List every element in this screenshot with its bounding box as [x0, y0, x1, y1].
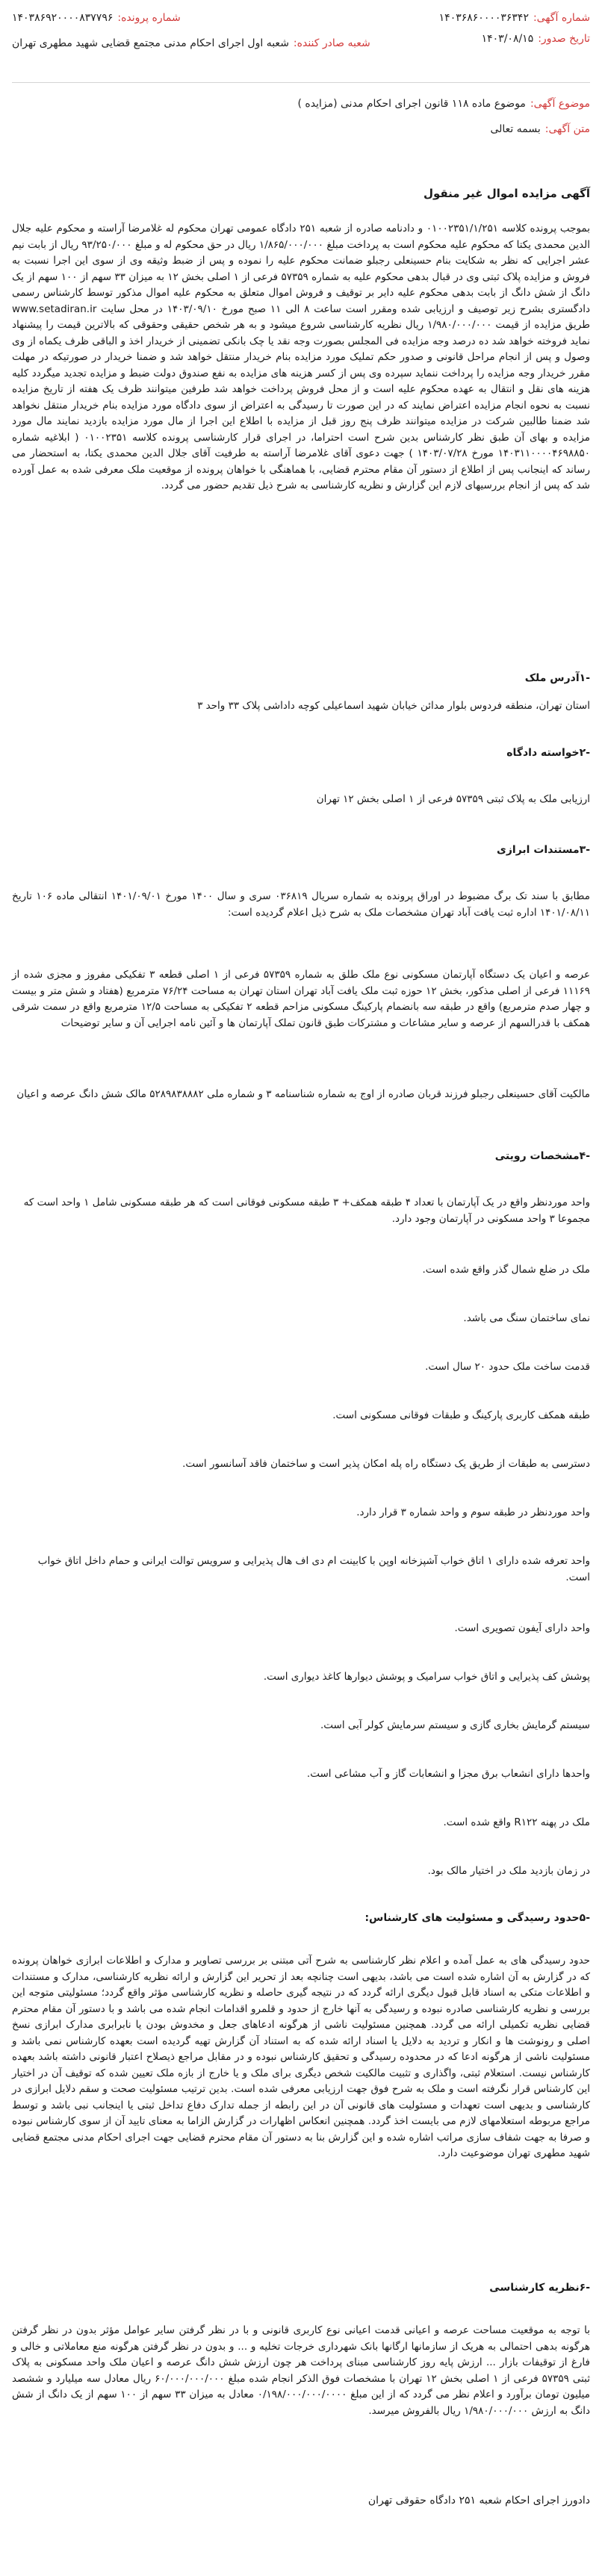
section-5-body: حدود رسیدگی های به عمل آمده و اعلام نظر کارشناسی به شرح آتی مبتنی بر بررسی تصاویر و مدارک و اطلاعات ابرازی خواهان پرونده که در گزارش به آن اشاره شده است می باشد، بدیهی است چنانچه بعد از تحریر این گزارش و ارائه نظریه کارشناسی، مدارک و مستندات و اطلاعات متکی به اسناد قابل قبول دیگری ارائه گردد که در نتیجه گیری حاصله و نظریه کارشناسی مؤثر واقع گردد؛ مسئولیتی متوجه این بررسی و نظریه کارشناسی صادره نبوده و رسیدگی به آنها خارج از حدود و قلمرو اقدامات انجام شده می باشد و با دستور آن مقام محترم قضایی نظریه تکمیلی ارائه می گردد. همچنین مسئولیت ناشی از هرگونه ادعاهای جعل و مخدوش بودن یا نابرابری مدارک ابرازی نسخ اصلی و رونوشت ها و انکار و تردید به دلایل یا اسناد ارائه شده که به استناد آن گزارش تهیه گردیده است بعهده کارشناس نمی باشد و مسئولیت ناشی از هرگونه ادعا که در محدوده رسیدگی و تحقیق کارشناس نبوده و در مقابل مراجع ذیصلاح اعتبار قانونی داشته باشد بعهده کارشناس نیست. استعلام ثبتی، واگذاری و تثبیت مالکیت شخص دیگری برای ملک و یا خارج از بازه ملک تعیین شده که توقیف آن در اختیار این کارشناس قرار نگرفته است و ملک به شرح فوق جهت ارزیابی معرفی شده است. بدین ترتیب مسئولیت صحت و سقم دلایل ابرازی در کارشناسی و بدیهی است تعهدات و مسئولیت های قانونی آن در این رابطه از جمله تدارک دفاع تداخل ثبتی یا اینجانب نبی باشد و توسط مراجع مربوطه استعلامهای لازم می بایست اخذ گردد. همچنین انعکاس اظهارات در گزارش الزاما به معنای تایید آن از سوی کارشناس نبوده و صرفا به جهت شفاف سازی مراتب اشاره شده و این گزارش بنا به دستور آن مقام محترم قضایی جهت اجرای احکام مدنی مجتمع قضایی شهید مطهری تهران موضوعیت دارد.	[12, 1955, 590, 2159]
notice-number-label: شماره آگهی:	[533, 12, 590, 24]
body-line	[12, 121, 590, 137]
section-1-body: استان تهران، منطقه فردوس بلوار مدائن خیابان شهید اسماعیلی کوچه داداشی پلاک ۳۳ واحد ۳	[197, 700, 590, 712]
section-2-body: ارزیابی ملک به پلاک ثبتی ۵۷۳۵۹ فرعی از ۱ اصلی بخش ۱۲ تهران	[316, 793, 590, 805]
issue-date	[482, 31, 590, 51]
issuing-authority	[12, 36, 370, 51]
feature-item: واحد موردنظر واقع در یک آپارتمان با تعداد ۴ طبقه همکف+ ۳ طبقه مسکونی فوقانی است که هر طبقه مسکونی شامل ۱ واحد است که مجموعا ۳ واحد مسکونی در آپارتمان وجود دارد.	[23, 1197, 590, 1225]
issue-date-value: ۱۴۰۳/۰۸/۱۵	[481, 33, 534, 45]
feature-item: واحد موردنظر در طبقه سوم و واحد شماره ۳ قرار دارد.	[356, 1506, 590, 1518]
section-6-heading: -۶نظریه کارشناسی	[489, 2282, 590, 2294]
notice-meta	[12, 96, 590, 146]
feature-item: واحد تعرفه شده دارای ۱ اتاق خواب آشپزخانه اوپن با کابینت ام دی اف هال پذیرایی و سرویس توالت ایرانی و حمام داخل اتاق خواب است.	[37, 1555, 590, 1583]
body-value: بسمه تعالی	[490, 123, 541, 135]
header-divider	[12, 82, 590, 83]
feature-item: قدمت ساخت ملک حدود ۲۰ سال است.	[425, 1361, 590, 1373]
subject-line	[12, 96, 590, 112]
section-3-heading: -۳مستندات ابرازی	[497, 844, 590, 856]
subject-label: موضوع آگهی:	[530, 98, 590, 110]
signature-line: دادورز اجرای احکام شعبه ۲۵۱ دادگاه حقوقی تهران	[367, 2495, 590, 2507]
section-6-body: با توجه به موقعیت مساحت عرصه و اعیانی قدمت اعیانی نوع کاربری قانونی و با در نظر گرفتن سایر عوامل مؤثر بدون در نظر گرفتن هرگونه بدهی احتمالی به هریک از سازمانها ارگانها بانک شهرداری خرجات تخلیه و ... و بدون در نظر گرفتن هرگونه منع معاملاتی و خالی و فارغ از توقیفات بازار ... ارزش پایه روز کارشناسی مبنای پرداخت هر چون ارزش شش دانگ عرصه و اعیان ملک واحد مسکونی به پلاک ثبتی ۵۷۳۵۹ فرعی از ۱ اصلی بخش ۱۲ تهران با مشخصات فوق الذکر انجام شده مبلغ ۶۰/۰۰۰/۰۰۰/۰۰۰ ریال معادل سه میلیارد و ششصد میلیون تومان برآورد و اعلام نظر می گردد که از این مبلغ ۰/۱۹۸/۰۰۰/۰۰۰/۰۰۰۰ معادل به میزان ۳۳ سهم از ۱۰۰ سهم از یک دانگ از شش دانگ به ارزش ۱/۹۸۰/۰۰۰/۰۰۰ ریال بالفروش میرسد.	[12, 2324, 590, 2417]
body-label: متن آگهی:	[544, 123, 590, 135]
feature-item: پوشش کف پذیرایی و اتاق خواب سرامیک و پوشش دیوارها کاغذ دیواری است.	[263, 1671, 590, 1683]
section-2-heading: -۲خواسته دادگاه	[506, 747, 590, 759]
feature-item: دسترسی به طبقات از طریق یک دستگاه راه پله امکان پذیر است و ساختمان فاقد آسانسور است.	[182, 1458, 590, 1470]
feature-item: نمای ساختمان سنگ می باشد.	[463, 1312, 590, 1324]
intro-paragraph: بموجب پرونده کلاسه ۰۱۰۰۲۳۵۱/۱/۲۵۱ و دادنامه صادره از شعبه ۲۵۱ دادگاه عمومی تهران محکوم له غلامرضا آراسته و محکوم علیه جلال الدین محمدی یکتا که محکوم علیه محکوم است به پرداخت مبلغ ۱/۸۶۵/۰۰۰/۰۰۰ ریال در حق محکوم له و مبلغ ۹۳/۲۵۰/۰۰۰ ریال از بابت نیم عشر اجرایی که نظر به شکایت بنام حسینعلی رجبلو ضمانت محکوم علیه را نموده و پس از ضبط وثیقه وی از سوی این اجرا نسبت به فروش و مزایده پلاک ثبتی وی در قبال بدهی محکوم علیه به شماره ۵۷۳۵۹ فرعی از ۱ اصلی بخش ۱۲ به میزان ۳۳ سهم از ۱۰۰ سهم از یک دانگ از شش دانگ از بابت بدهی محکوم علیه دایر بر توقیف و فروش اموال متعلق به محکوم علیه اموال مذکور توسط کارشناس رسمی دادگستری بشرح زیر توصیف و ارزیابی شده ومقرر است ساعت ۸ الی ۱۱ صبح مورخ ۱۴۰۳/۰۹/۱۰ در محل سایت www.setadiran.ir طریق مزایده از قیمت ۱/۹۸۰/۰۰۰/۰۰۰ ریال نظریه کارشناسی شروع میشود و به هر شخص حقیقی وحقوقی که بالاترین قیمت را پیشنهاد نماید فروخته خواهد شد ده درصد وجه مزایده فی المجلس بصورت وجه نقد یا چک بانکی تضمینی از خریدار اخذ و الباقی ظرف یکماه از وی وصول و پس از انجام مراحل قانونی و صدور حکم تملیک مورد مزایده بنام خریدار منتقل خواهد شد و ضمنا خریدار در صورتیکه در مهلت مقرر خریدار وجه مزایده را پرداخت ننماید سپرده وی پس از کسر هزینه های مزایده به نفع صندوق دولت ضبط و مزایده تجدید میگردد کلیه هزینه های نقل و انتقال به عهده محکوم علیه است و از محل فروش پرداخت خواهد شد طرفین میتوانند ظرف یک هفته از تاریخ مزایده نسبت به نحوه انجام مزایده اعتراض نمایند که در این صورت تا رسیدگی به اعتراض از سوی دادگاه مورد مزایده بنام خریدار منتقل نخواهد شد ضمنا طالبین شرکت در مزایده میتوانند ظرف پنج روز قبل از مزایده با اطلاع این اجرا از مال مورد مزایده بازدید نمایند مال مورد مزایده و بهای آن طبق نظر کارشناس بدین شرح است احتراما، در اجرای قرار کارشناسی پرونده کلاسه ۰۱۰۰۲۳۵۱ ( ابلاغیه شماره ۱۴۰۳۱۱۰۰۰۰۴۶۹۸۸۵۰ مورخ ۱۴۰۳/۰۷/۲۸ ) جهت دعوی آقای غلامرضا آراسته به طرفیت آقای جلال الدین محمدی یکتا، به استحضار می رساند که اینجانب پس از اطلاع از دستور آن مقام محترم قضایی، با هماهنگی با خواهان پرونده از موقعیت ملک معرفی شده به عمل آورده شد که پس از انجام بررسیهای لازم این گزارش و نظریه کارشناسی به شرح ذیل تقدیم حضور می گردد.	[12, 223, 591, 491]
section-3-document: مطابق با سند تک برگ مضبوط در اوراق پرونده به شماره سریال ۰۳۶۸۱۹ سری و سال ۱۴۰۰ مورخ ۱۴۰۱/۰۹/۰۱ انتقالی ماده ۱۰۶ تاریخ ۱۴۰۱/۰۸/۱۱ اداره ثبت یافت آباد تهران مشخصات ملک به شرح ذیل اعلام گردیده است:	[12, 890, 590, 919]
notice-header	[12, 10, 590, 57]
issue-date-label: تاریخ صدور:	[538, 33, 590, 45]
feature-item: ملک در ضلع شمال گذر واقع شده است.	[422, 1264, 590, 1276]
feature-item: در زمان بازدید ملک در اختیار مالک بود.	[427, 1865, 590, 1877]
file-number	[12, 10, 181, 25]
section-4-heading: -۴مشخصات رویتی	[494, 1150, 590, 1162]
file-number-label: شماره پرونده:	[117, 12, 181, 24]
issuing-authority-label: شعبه صادر کننده:	[293, 37, 370, 49]
section-3-property: عرصه و اعیان یک دستگاه آپارتمان مسکونی نوع ملک طلق به شماره ۵۷۳۵۹ فرعی از ۱ اصلی قطعه ۳ تفکیکی مفروز و مجزی شده از ۱۱۱۶۹ فرعی از اصلی مذکور، بخش ۱۲ حوزه ثبت ملک یافت آباد تهران استان تهران به مساحت ۷۶/۲۴ مترمربع (هفتاد و شش متر و بیست و چهار صدم مترمربع) واقع در طبقه سه بانضمام پارکینگ مسکونی مزاحم قطعه ۲ تفکیکی به مساحت ۱۲/۵ مترمربع واقع در سمت شرقی همکف با قدرالسهم از عرصه و سایر مشاعات و مشترکات طبق قانون تملک آپارتمان ها و آئین نامه اجرایی آن و سایر توضیحات	[12, 969, 591, 1029]
section-1-heading: -۱آدرس ملک	[524, 672, 590, 684]
notice-number	[439, 10, 590, 25]
file-number-value: ۱۴۰۳۸۶۹۲۰۰۰۰۸۳۷۷۹۶	[12, 12, 114, 24]
section-5-heading: -۵حدود رسیدگی و مسئولیت های کارشناس:	[364, 1912, 590, 1924]
section-3-ownership: مالکیت آقای حسینعلی رجبلو فرزند قربان صادره از اوج به شماره شناسنامه ۳ و شماره ملی ۵۲۸۹۸۳۸۸۸۲ مالک شش دانگ عرصه و اعیان	[16, 1088, 590, 1100]
subject-value: موضوع ماده ۱۱۸ قانون اجرای احکام مدنی (مزایده )	[297, 98, 526, 110]
feature-item: واحدها دارای انشعاب برق مجزا و انشعابات گاز و آب مشاعی است.	[306, 1768, 590, 1780]
feature-item: سیستم گرمایش بخاری گازی و سیستم سرمایش کولر آبی است.	[320, 1719, 590, 1731]
feature-item: واحد دارای آیفون تصویری است.	[454, 1622, 590, 1634]
issuing-authority-value: شعبه اول اجرای احکام مدنی مجتمع قضایی شهید مطهری تهران	[12, 37, 289, 49]
feature-item: ملک در پهنه R۱۲۲ واقع شده است.	[443, 1816, 590, 1828]
feature-item: طبقه همکف کاربری پارکینگ و طبقات فوقانی مسکونی است.	[332, 1409, 590, 1421]
notice-title: آگهی مزایده اموال غیر منقول	[423, 187, 590, 200]
notice-number-value: ۱۴۰۳۶۸۶۰۰۰۰۳۶۳۴۲	[438, 12, 529, 24]
